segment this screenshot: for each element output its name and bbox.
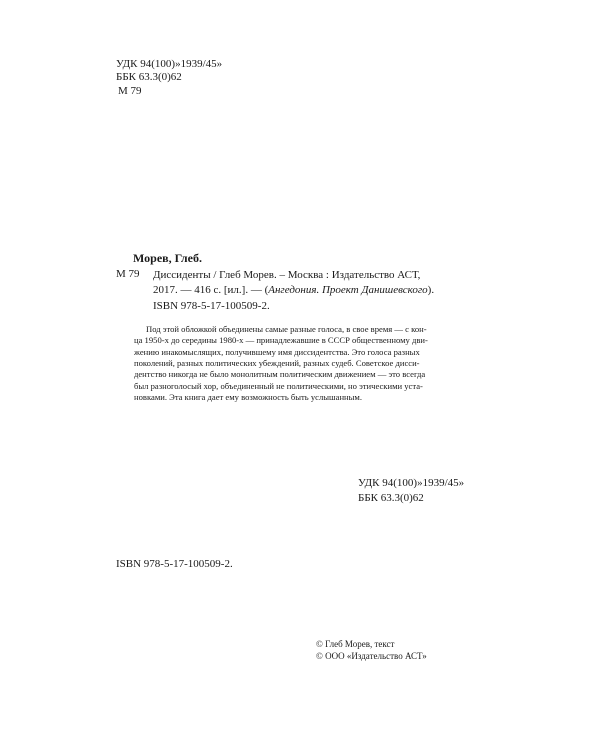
- annotation-line: поколений, разных политических убеждений, разных судеб. Советское дисси-: [134, 358, 420, 369]
- bbk-code: ББК 63.3(0)62: [116, 71, 182, 84]
- annotation-line: новками. Эта книга дает ему возможность быть услышанным.: [134, 392, 363, 403]
- annotation-line: был разноголосый хор, объединенный не политическими, но этическими уста-: [134, 380, 423, 391]
- annotation-line: дентство никогда не было монолитным политическим движением — это всегда: [134, 369, 426, 380]
- annotation: [134, 324, 428, 403]
- bib-imprint-plain: 2017. — 416 с. [ил.]. — (: [153, 284, 269, 297]
- bibliographic-description: [153, 268, 434, 314]
- bottom-classification-block: [358, 476, 464, 505]
- bib-imprint-line: [153, 283, 434, 298]
- udk-code: УДК 94(100)»1939/45»: [358, 477, 465, 489]
- copyright-block: [316, 639, 427, 662]
- annotation-line: Под этой обложкой объединены самые разные голоса, в свое время — с кон-: [146, 324, 427, 334]
- bib-series-name: Ангедония. Проект Данишевского: [268, 284, 428, 297]
- author-mark: М 79: [118, 84, 142, 97]
- bib-imprint-end: ).: [427, 284, 435, 297]
- bbk-code: ББК 63.3(0)62: [358, 491, 424, 504]
- text-copyright: © Глеб Морев, текст: [316, 639, 395, 649]
- bib-isbn: ISBN 978-5-17-100509-2.: [153, 299, 270, 312]
- annotation-line: жению инакомыслящих, получившему имя диссидентства. Это голоса разных: [134, 346, 420, 357]
- top-classification-block: [116, 58, 222, 98]
- publisher-copyright: © ООО «Издательство АСТ»: [316, 650, 427, 661]
- annotation-line: ца 1950-х до середины 1980-х — принадлежавшие в СССР общественному дви-: [134, 335, 428, 346]
- udk-code: УДК 94(100)»1939/45»: [116, 58, 223, 70]
- catalog-author: Морев, Глеб.: [133, 251, 202, 265]
- catalog-author-mark: М 79: [116, 268, 140, 280]
- bib-title-line: Диссиденты / Глеб Морев. – Москва : Издательство АСТ,: [153, 269, 421, 281]
- isbn: ISBN 978-5-17-100509-2.: [116, 558, 233, 570]
